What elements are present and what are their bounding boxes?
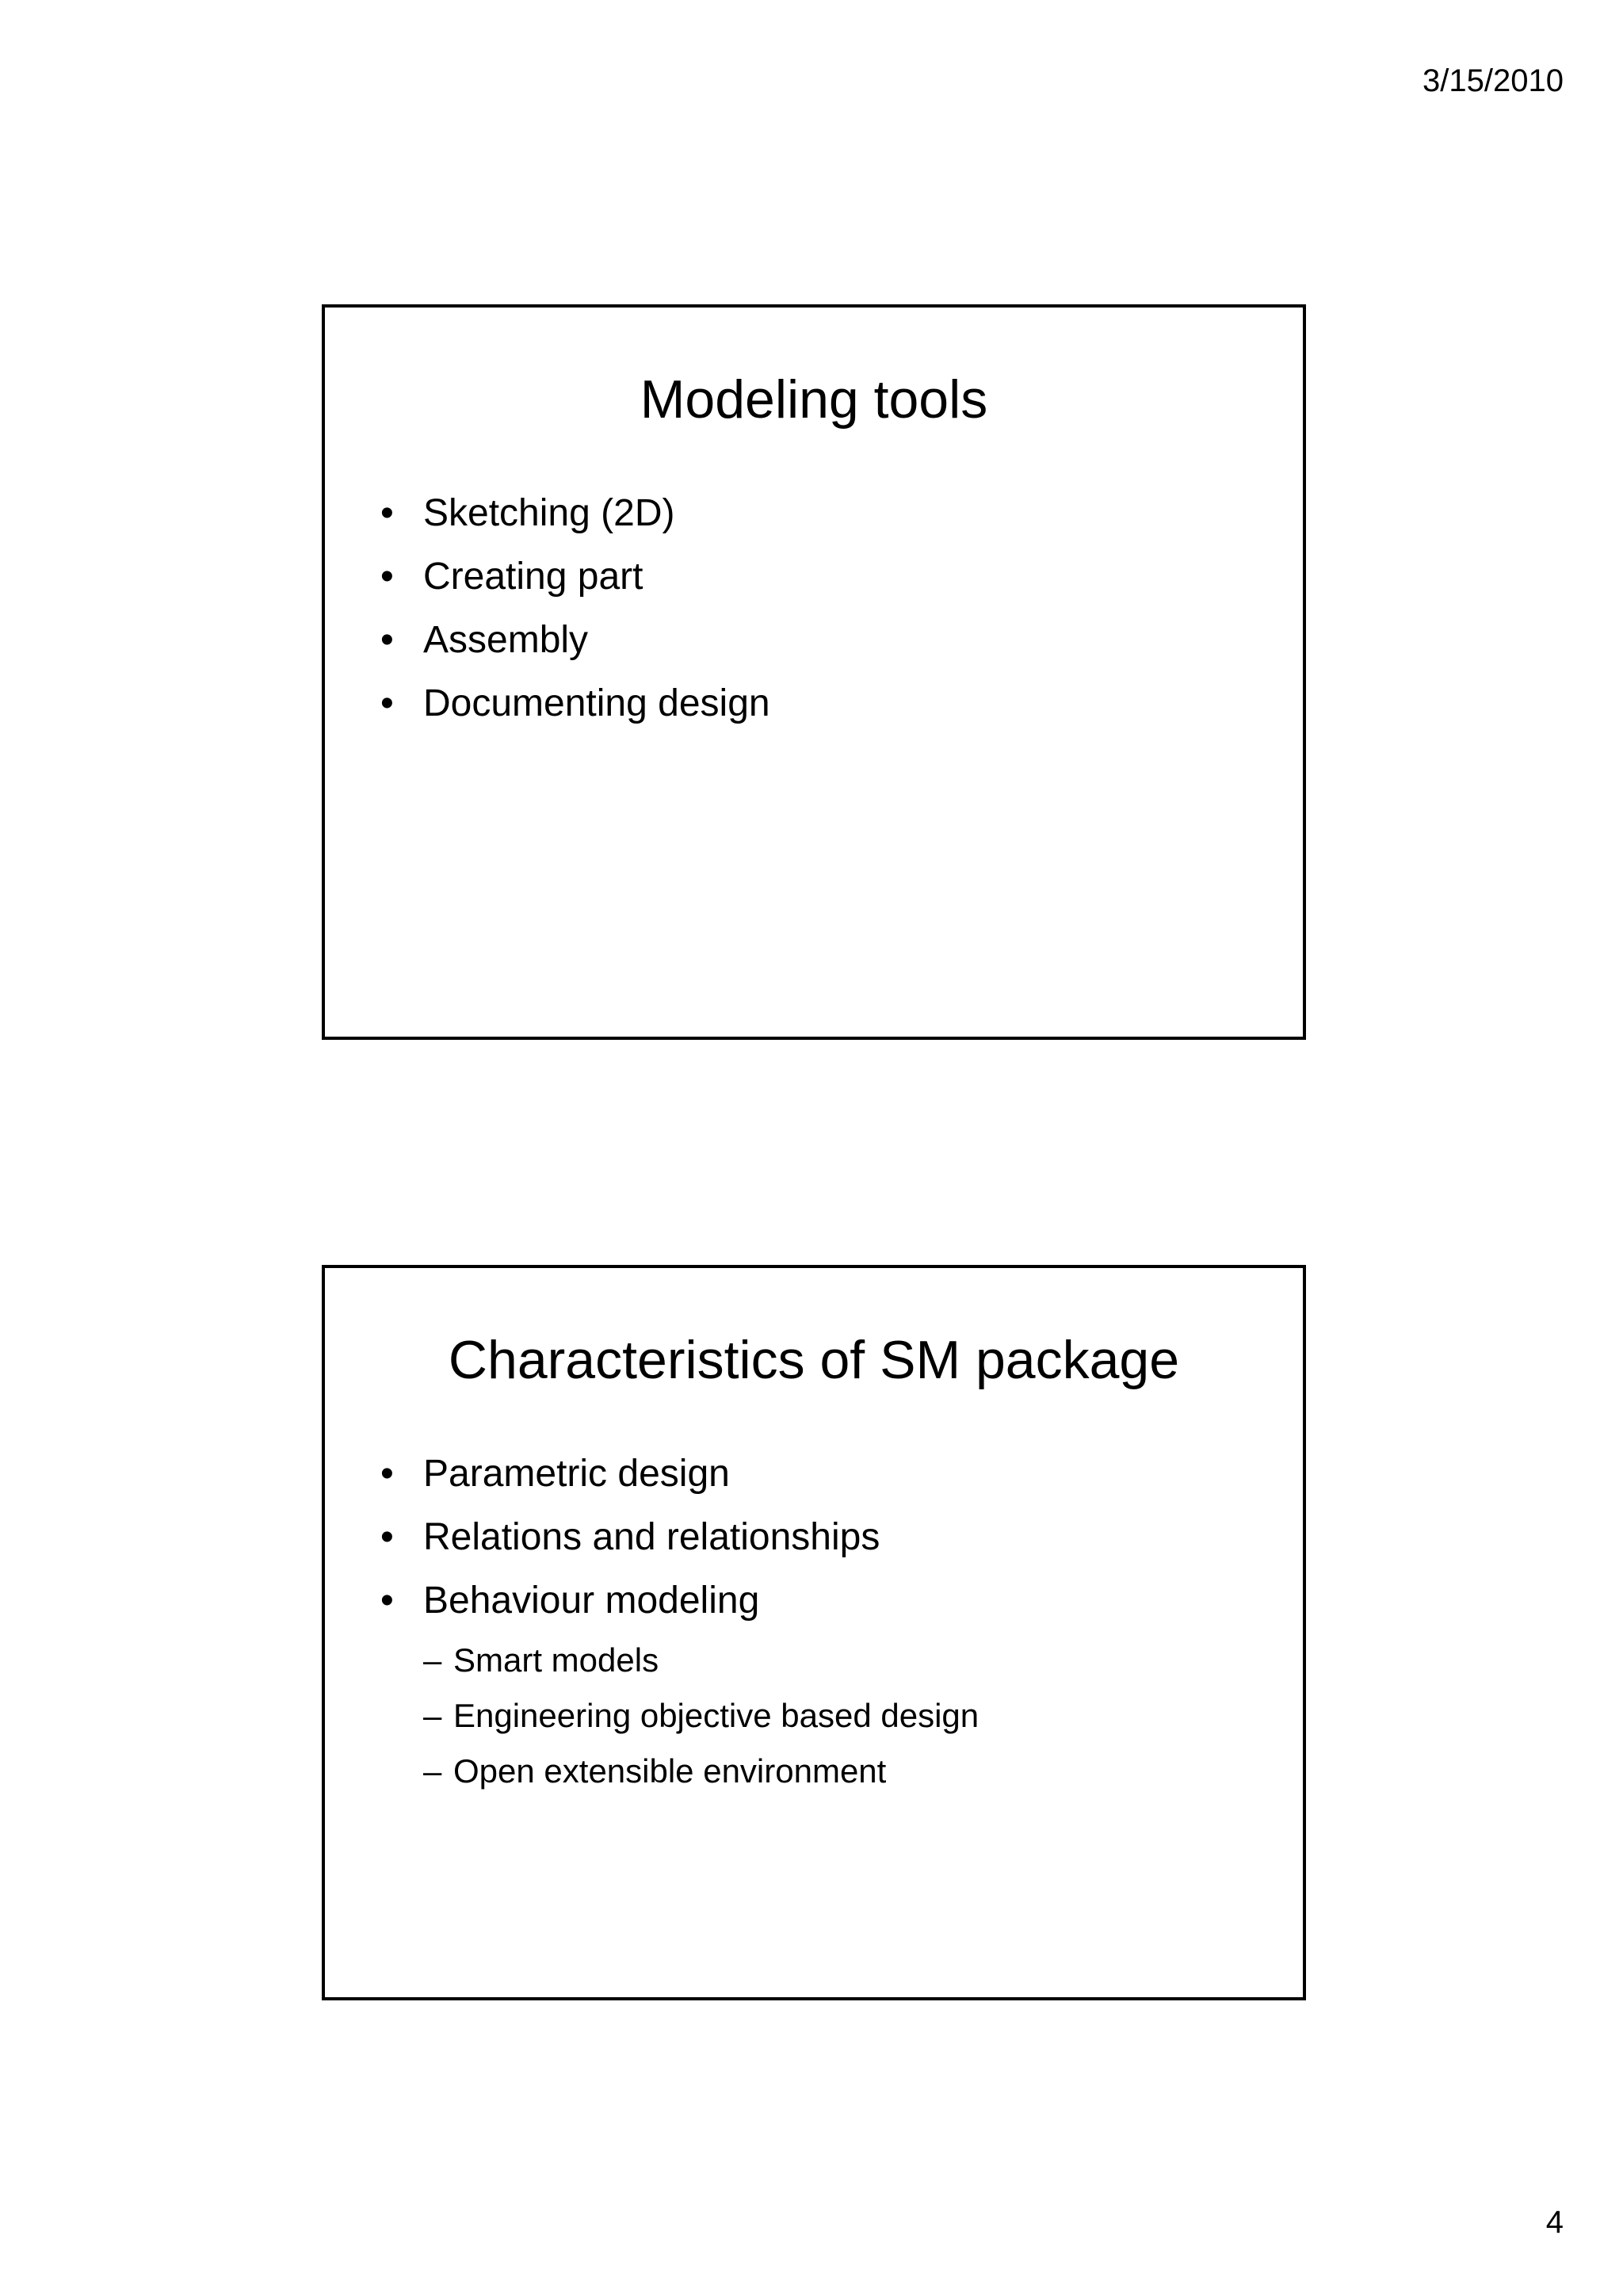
page-date: 3/15/2010 bbox=[1423, 63, 1564, 98]
slide-characteristics-sm-package bbox=[322, 1265, 1306, 2000]
sub-bullet-item: – Engineering objective based design bbox=[423, 1688, 979, 1744]
bullet-item: • Relations and relationships bbox=[380, 1506, 979, 1569]
bullet-list bbox=[380, 482, 770, 735]
bullet-item: • Documenting design bbox=[380, 672, 770, 735]
slide-title: Characteristics of SM package bbox=[448, 1330, 1180, 1390]
bullet-item: • Assembly bbox=[380, 609, 770, 672]
sub-bullet-list bbox=[423, 1633, 979, 1799]
bullet-item: • Sketching (2D) bbox=[380, 482, 770, 545]
bullet-item: • Creating part bbox=[380, 545, 770, 609]
sub-bullet-item: – Smart models bbox=[423, 1633, 979, 1688]
sub-bullet-group bbox=[380, 1633, 979, 1799]
slide-title: Modeling tools bbox=[640, 369, 988, 430]
page-number: 4 bbox=[1545, 2205, 1564, 2240]
bullet-list bbox=[380, 1442, 979, 1799]
sub-bullet-item: – Open extensible environment bbox=[423, 1744, 979, 1799]
bullet-item: • Behaviour modeling bbox=[380, 1569, 979, 1633]
slide-modeling-tools bbox=[322, 304, 1306, 1040]
bullet-item: • Parametric design bbox=[380, 1442, 979, 1506]
